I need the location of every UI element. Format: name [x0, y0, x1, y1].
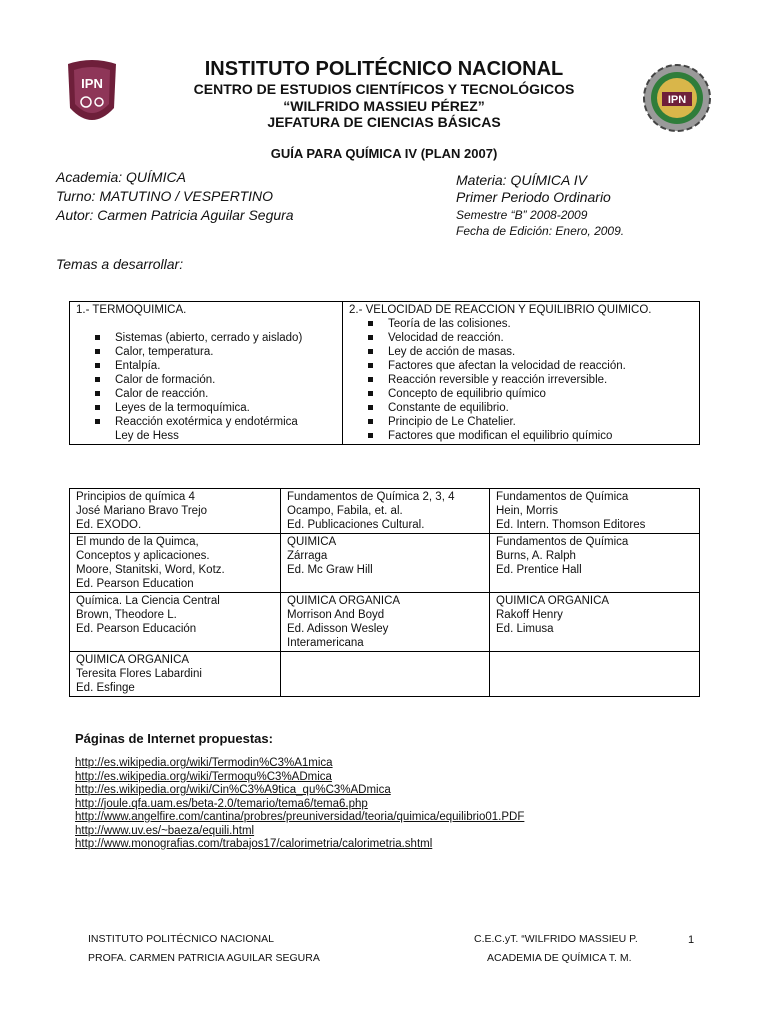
table-row — [70, 652, 700, 697]
link-item[interactable]: http://www.monografias.com/trabajos17/calorimetria/calorimetria.shtml — [75, 838, 433, 850]
ref-line: Ed. Esfinge — [76, 682, 135, 694]
guide-title: GUÍA PARA QUÍMICA IV (PLAN 2007) — [270, 146, 498, 161]
topic-heading: 1.- TERMOQUIMICA. — [76, 304, 187, 316]
ref-line: Teresita Flores Labardini — [76, 668, 202, 680]
link-item[interactable]: http://www.uv.es/~baeza/equili.html — [75, 824, 255, 837]
reference-cell — [490, 593, 700, 652]
footer-institution: INSTITUTO POLITÉCNICO NACIONAL — [88, 933, 274, 945]
reference-cell — [70, 593, 281, 652]
ref-line: Ed. Prentice Hall — [496, 564, 582, 576]
ref-line: Ed. Pearson Educación — [76, 623, 197, 635]
school-name: “WILFRIDO MASSIEU PÉREZ” — [283, 98, 485, 114]
reference-cell — [281, 593, 490, 652]
materia-label: Materia: QUÍMICA IV — [456, 172, 587, 188]
ref-line: Zárraga — [287, 550, 328, 562]
ref-line: José Mariano Bravo Trejo — [76, 505, 208, 517]
ref-line: Conceptos y aplicaciones. — [76, 550, 210, 562]
ref-line: Ed. Pearson Education — [76, 578, 194, 590]
ref-line: QUIMICA ORGANICA — [496, 595, 610, 607]
topics-table — [69, 301, 700, 445]
list-item: Constante de equilibrio. — [349, 401, 693, 415]
topic-velocidad — [343, 302, 700, 445]
reference-cell — [490, 534, 700, 593]
academia-label: Academia: QUÍMICA — [56, 169, 186, 185]
ref-line: Interamericana — [287, 637, 364, 649]
list-item: Entalpía. — [76, 359, 336, 373]
list-item: Calor de formación. — [76, 373, 336, 387]
list-item: Sistemas (abierto, cerrado y aislado) — [76, 331, 336, 345]
link-item[interactable]: http://es.wikipedia.org/wiki/Termodin%C3%A1mica — [75, 757, 333, 769]
table-row — [70, 489, 700, 534]
table-row — [70, 593, 700, 652]
link-item[interactable]: http://es.wikipedia.org/wiki/Cin%C3%A9tica_qu%C3%ADmica — [75, 784, 391, 796]
fecha-label: Fecha de Edición: Enero, 2009. — [456, 224, 625, 238]
link-item[interactable]: http://www.angelfire.com/cantina/probres/preuniversidad/teoria/quimica/equilibrio01.PDF — [75, 811, 525, 823]
footer-school: C.E.C.yT. “WILFRIDO MASSIEU P. — [474, 933, 638, 945]
topic-heading: 2.- VELOCIDAD DE REACCION Y EQUILIBRIO QUIMICO. — [349, 304, 652, 316]
reference-cell — [281, 489, 490, 534]
ref-line: Ed. EXODO. — [76, 519, 142, 531]
ref-line: Rakoff Henry — [496, 609, 563, 621]
center-subtitle: CENTRO DE ESTUDIOS CIENTÍFICOS Y TECNOLÓGICOS — [193, 81, 575, 97]
institution-title: INSTITUTO POLITÉCNICO NACIONAL — [204, 58, 564, 80]
ref-line: QUIMICA — [287, 536, 337, 548]
reference-cell-empty — [281, 652, 490, 697]
list-item: Leyes de la termoquímica. — [76, 401, 336, 415]
list-item: Principio de Le Chatelier. — [349, 415, 693, 429]
ref-line: Principios de química 4 — [76, 491, 195, 503]
reference-cell — [490, 489, 700, 534]
ref-line: Hein, Morris — [496, 505, 558, 517]
links-heading: Páginas de Internet propuestas: — [75, 731, 273, 746]
list-item: Calor, temperatura. — [76, 345, 336, 359]
turno-label: Turno: MATUTINO / VESPERTINO — [56, 188, 274, 204]
reference-cell — [281, 534, 490, 593]
topic-termoquimica — [70, 302, 343, 445]
svg-text:IPN: IPN — [667, 94, 687, 106]
ref-line: Fundamentos de Química — [496, 491, 629, 503]
link-item[interactable]: http://es.wikipedia.org/wiki/Termoqu%C3%ADmica — [75, 770, 332, 783]
list-item: Factores que afectan la velocidad de reacción. — [349, 359, 693, 373]
reference-cell — [70, 652, 281, 697]
ref-line: Fundamentos de Química — [496, 536, 629, 548]
page-number: 1 — [688, 934, 695, 946]
references-table — [69, 488, 700, 697]
list-item-extra: Ley de Hess — [115, 430, 179, 442]
department-title: JEFATURA DE CIENCIAS BÁSICAS — [267, 114, 501, 130]
ref-line: Ed. Publicaciones Cultural. — [287, 519, 425, 531]
link-item[interactable]: http://joule.qfa.uam.es/beta-2.0/temario/tema6/tema6.php — [75, 797, 368, 810]
reference-cell-empty — [490, 652, 700, 697]
ref-line: Ed. Limusa — [496, 623, 554, 635]
ref-line: Química. La Ciencia Central — [76, 595, 220, 607]
svg-text:IPN: IPN — [81, 76, 103, 91]
ref-line: Ed. Intern. Thomson Editores — [496, 519, 646, 531]
list-item: Ley de acción de masas. — [349, 345, 693, 359]
list-item: Calor de reacción. — [76, 387, 336, 401]
ref-line: Ed. Mc Graw Hill — [287, 564, 373, 576]
list-item: Reacción reversible y reacción irreversible. — [349, 373, 693, 387]
ref-line: El mundo de la Quimca, — [76, 536, 199, 548]
ref-line: QUIMICA ORGANICA — [76, 654, 190, 666]
footer-academy: ACADEMIA DE QUÍMICA T. M. — [487, 952, 632, 964]
temas-label: Temas a desarrollar: — [56, 256, 184, 272]
list-item: Factores que modifican el equilibrio químico — [349, 429, 693, 443]
ref-line: Morrison And Boyd — [287, 609, 385, 621]
periodo-label: Primer Periodo Ordinario — [456, 189, 611, 205]
ref-line: Burns, A. Ralph — [496, 550, 576, 562]
reference-cell — [70, 489, 281, 534]
ref-line: Ocampo, Fabila, et. al. — [287, 505, 403, 517]
semestre-label: Semestre “B” 2008-2009 — [456, 208, 588, 222]
ref-line: QUIMICA ORGANICA — [287, 595, 401, 607]
links-list — [75, 757, 524, 852]
ref-line: Ed. Adisson Wesley — [287, 623, 389, 635]
ref-line: Moore, Stanitski, Word, Kotz. — [76, 564, 225, 576]
reference-cell — [70, 534, 281, 593]
list-item: Velocidad de reacción. — [349, 331, 693, 345]
table-row — [70, 534, 700, 593]
ref-line: Brown, Theodore L. — [76, 609, 177, 621]
autor-label: Autor: Carmen Patricia Aguilar Segura — [56, 207, 294, 223]
list-item: Reacción exotérmica y endotérmica — [76, 415, 336, 429]
list-item: Teoría de las colisiones. — [349, 317, 693, 331]
ref-line: Fundamentos de Química 2, 3, 4 — [287, 491, 455, 503]
list-item: Concepto de equilibrio químico — [349, 387, 693, 401]
footer-teacher: PROFA. CARMEN PATRICIA AGUILAR SEGURA — [88, 952, 320, 964]
